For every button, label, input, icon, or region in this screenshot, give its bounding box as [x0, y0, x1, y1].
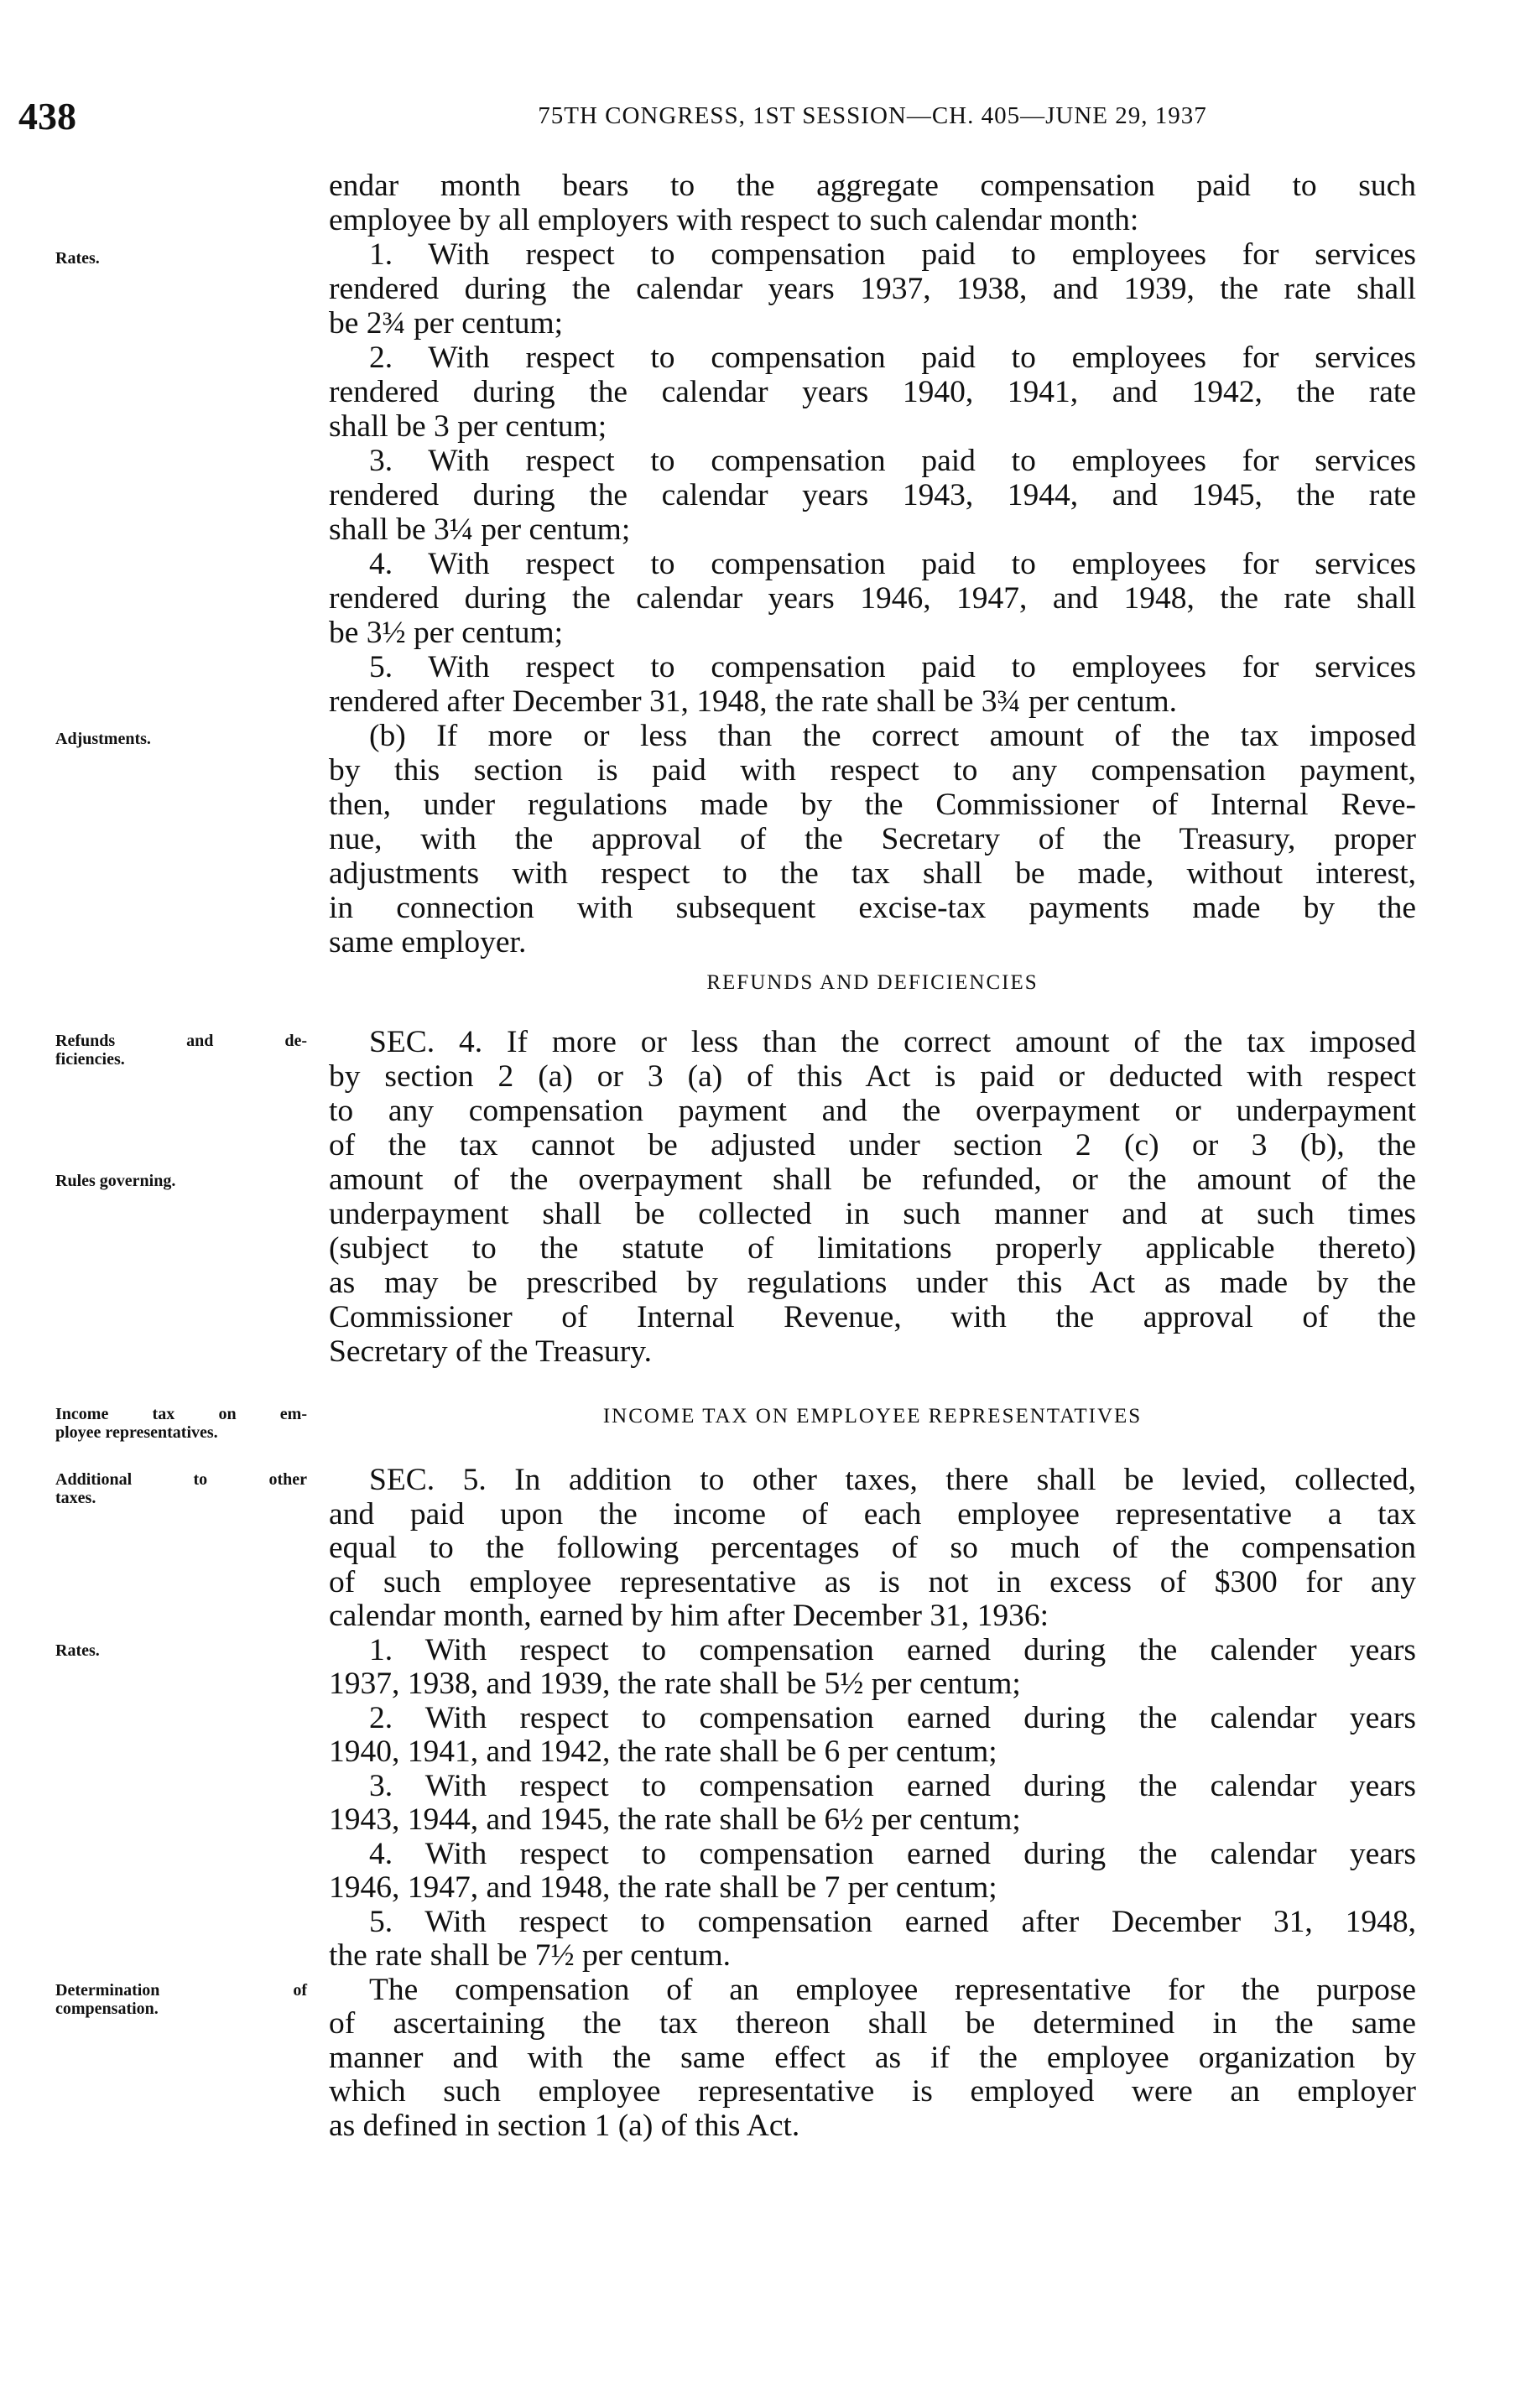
paragraph [329, 547, 1416, 650]
text-line: of such employee representative as is not in excess of $300 for any [329, 1564, 1416, 1599]
text-line: which such employee representative is employed were an employer [329, 2074, 1416, 2109]
text-line: SEC. 5. In addition to other taxes, there shall be levied, collected, [369, 1463, 1416, 1497]
text-line: of the tax cannot be adjusted under section 2 (c) or 3 (b), the [329, 1128, 1416, 1162]
text-line: 2. With respect to compensation paid to employees for services [369, 341, 1416, 375]
text-line: The compensation of an employee representative for the purpose [369, 1972, 1416, 2007]
margin-note [55, 1405, 307, 1442]
margin-note-line: ployee representatives. [55, 1423, 218, 1442]
paragraph [329, 1974, 1416, 2144]
paragraph [329, 444, 1416, 547]
margin-note [55, 1981, 307, 2018]
text-line: Secretary of the Treasury. [329, 1334, 652, 1369]
text-line: 1. With respect to compensation earned during the calender years [369, 1632, 1416, 1667]
text-line: 5. With respect to compensation earned after December 31, 1948, [369, 1904, 1416, 1939]
text-line: same employer. [329, 925, 527, 960]
text-line: 4. With respect to compensation paid to employees for services [369, 547, 1416, 581]
text-line: to any compensation payment and the overpayment or underpayment [329, 1094, 1416, 1128]
page-number: 438 [18, 95, 76, 138]
text-line: rendered during the calendar years 1937, 1938, and 1939, the rate shall [329, 272, 1416, 306]
text-line: endar month bears to the aggregate compensation paid to such [329, 169, 1416, 203]
text-line: rendered during the calendar years 1943, 1944, and 1945, the rate [329, 478, 1416, 512]
text-line: SEC. 4. If more or less than the correct amount of the tax imposed [369, 1025, 1416, 1059]
text-line: by this section is paid with respect to any compensation payment, [329, 753, 1416, 788]
paragraph [329, 169, 1416, 237]
margin-note-line: compensation. [55, 2000, 159, 2018]
margin-note-line: taxes. [55, 1489, 96, 1507]
margin-note-line: Rules governing. [55, 1172, 176, 1190]
text-line: shall be 3 per centum; [329, 409, 607, 444]
text-line: (b) If more or less than the correct amount of the tax imposed [369, 719, 1416, 753]
text-line: rendered during the calendar years 1946, 1947, and 1948, the rate shall [329, 581, 1416, 616]
text-block-rates [329, 169, 1416, 960]
text-line: underpayment shall be collected in such manner and at such times [329, 1197, 1416, 1231]
text-line: amount of the overpayment shall be refunded, or the amount of the [329, 1162, 1416, 1197]
text-line: equal to the following percentages of so much of the compensation [329, 1531, 1416, 1565]
text-block-section-4 [329, 1025, 1416, 1369]
text-line: rendered after December 31, 1948, the rate shall be 3¾ per centum. [329, 684, 1178, 719]
margin-note [55, 1641, 307, 1660]
paragraph [329, 719, 1416, 960]
paragraph [329, 1702, 1416, 1770]
section-heading-income-tax: INCOME TAX ON EMPLOYEE REPRESENTATIVES [602, 1405, 1143, 1428]
text-line: be 2¾ per centum; [329, 306, 564, 341]
text-line: by section 2 (a) or 3 (a) of this Act is paid or deducted with respect [329, 1059, 1416, 1094]
text-line: 1. With respect to compensation paid to employees for services [369, 237, 1416, 272]
text-line: 5. With respect to compensation paid to employees for services [369, 650, 1416, 684]
margin-note [55, 249, 307, 268]
text-line: 1943, 1944, and 1945, the rate shall be 6½ per centum; [329, 1802, 1021, 1837]
text-line: of ascertaining the tax thereon shall be determined in the same [329, 2006, 1416, 2041]
text-line: Commissioner of Internal Revenue, with the approval of the [329, 1300, 1416, 1334]
margin-note-line: ficiencies. [55, 1050, 125, 1069]
text-line: the rate shall be 7½ per centum. [329, 1938, 731, 1973]
text-block-section-5 [329, 1464, 1416, 2143]
margin-note-line: Rates. [55, 1641, 100, 1660]
margin-note-line: Additional to other [55, 1470, 307, 1489]
section-heading-refunds: REFUNDS AND DEFICIENCIES [706, 971, 1039, 994]
text-line: rendered during the calendar years 1940, 1941, and 1942, the rate [329, 375, 1416, 409]
paragraph [329, 237, 1416, 341]
text-line: shall be 3¼ per centum; [329, 512, 631, 547]
text-line: adjustments with respect to the tax shall be made, without interest, [329, 856, 1416, 891]
text-line: 1937, 1938, and 1939, the rate shall be 5½ per centum; [329, 1667, 1021, 1701]
paragraph [329, 1770, 1416, 1838]
paragraph [329, 1464, 1416, 1634]
margin-note [55, 730, 307, 748]
text-line: 1940, 1941, and 1942, the rate shall be 6 per centum; [329, 1734, 997, 1769]
text-line: as may be prescribed by regulations under this Act as made by the [329, 1266, 1416, 1300]
text-line: employee by all employers with respect to such calendar month: [329, 203, 1139, 237]
margin-note-line: Determination of [55, 1981, 307, 2000]
text-line: (subject to the statute of limitations properly applicable thereto) [329, 1231, 1416, 1266]
margin-note-line: Rates. [55, 249, 100, 268]
text-line: 4. With respect to compensation earned during the calendar years [369, 1836, 1416, 1871]
text-line: manner and with the same effect as if the employee organization by [329, 2040, 1416, 2075]
text-line: nue, with the approval of the Secretary of the Treasury, proper [329, 822, 1416, 856]
margin-note [55, 1470, 307, 1507]
margin-note [55, 1032, 307, 1069]
paragraph [329, 1025, 1416, 1369]
margin-note-line: Income tax on em- [55, 1405, 307, 1423]
margin-note-line: Adjustments. [55, 730, 151, 748]
text-line: in connection with subsequent excise-tax payments made by the [329, 891, 1416, 925]
paragraph [329, 1634, 1416, 1702]
text-line: and paid upon the income of each employee representative a tax [329, 1496, 1416, 1532]
text-line: be 3½ per centum; [329, 616, 564, 650]
text-line: as defined in section 1 (a) of this Act. [329, 2108, 800, 2143]
margin-note [55, 1172, 307, 1190]
text-line: 3. With respect to compensation paid to employees for services [369, 444, 1416, 478]
paragraph [329, 341, 1416, 444]
text-line: 3. With respect to compensation earned during the calendar years [369, 1768, 1416, 1803]
paragraph [329, 650, 1416, 719]
running-head: 75TH CONGRESS, 1ST SESSION—CH. 405—JUNE 29, 1937 [538, 102, 1207, 129]
paragraph [329, 1838, 1416, 1906]
text-line: then, under regulations made by the Commissioner of Internal Reve- [329, 788, 1416, 822]
text-line: calendar month, earned by him after December 31, 1936: [329, 1599, 1049, 1633]
paragraph [329, 1906, 1416, 1974]
text-line: 2. With respect to compensation earned during the calendar years [369, 1700, 1416, 1735]
margin-note-line: Refunds and de- [55, 1032, 307, 1050]
text-line: 1946, 1947, and 1948, the rate shall be 7 per centum; [329, 1870, 997, 1905]
